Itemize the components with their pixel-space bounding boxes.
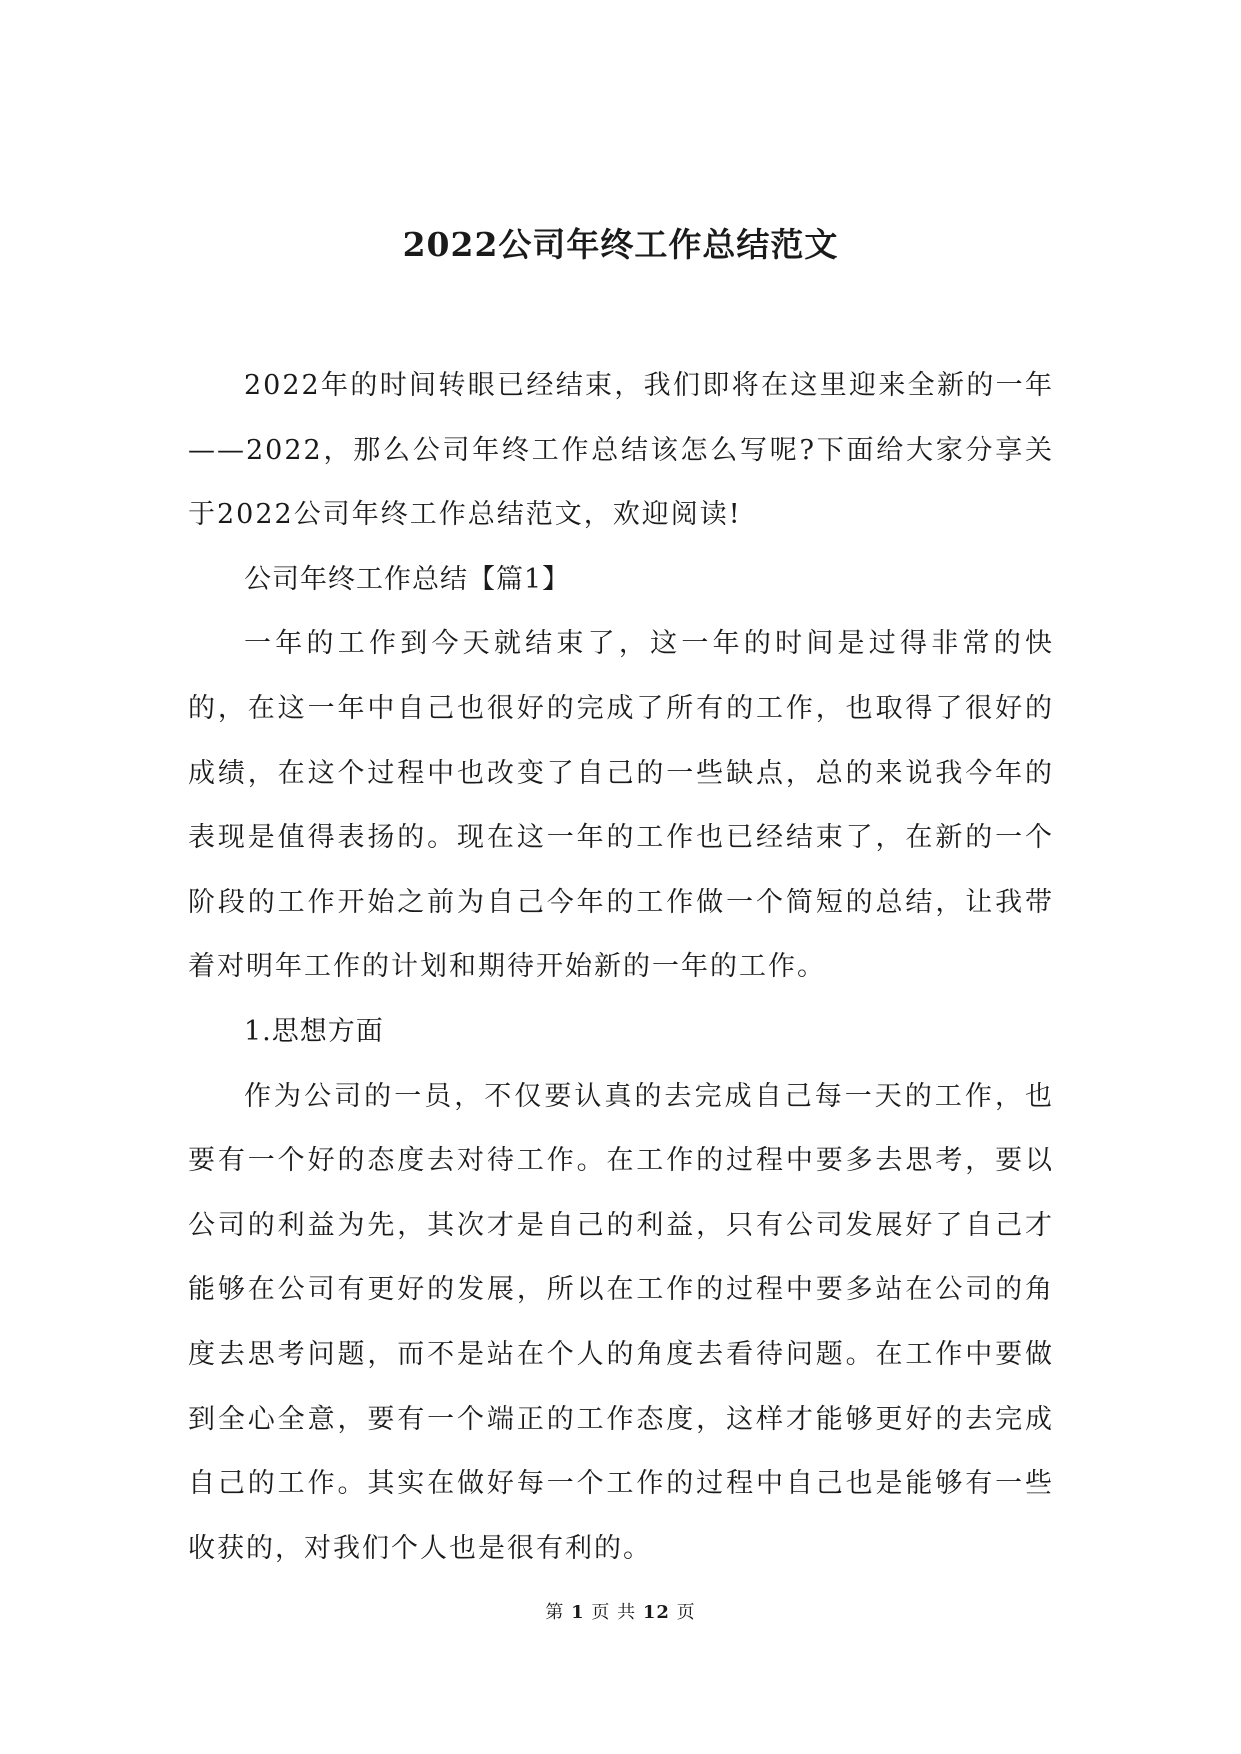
footer-prefix: 第 — [545, 1602, 565, 1623]
intro-paragraph: 2022年的时间转眼已经结束，我们即将在这里迎来全新的一年——2022，那么公司年终工作总结该怎么写呢?下面给大家分享关于2022公司年终工作总结范文，欢迎阅读! — [188, 370, 1054, 531]
total-pages-number: 12 — [642, 1602, 670, 1623]
page-footer — [0, 1600, 1241, 1626]
section-heading-part-1: 公司年终工作总结【篇1】 — [244, 563, 571, 595]
footer-middle: 页 共 — [591, 1602, 637, 1623]
current-page-number: 1 — [571, 1602, 585, 1623]
body-paragraph: 一年的工作到今天就结束了，这一年的时间是过得非常的快的，在这一年中自己也很好的完成了所有的工作，也取得了很好的成绩，在这个过程中也改变了自己的一些缺点，总的来说我今年的表现是值得表扬的。现在这一年的工作也已经结束了，在新的一个阶段的工作开始之前为自己今年的工作做一个简短的总结，让我带着对明年工作的计划和期待开始新的一年的工作。 — [188, 628, 1054, 983]
subsection-heading-thinking: 1.思想方面 — [244, 1015, 384, 1047]
footer-suffix: 页 — [676, 1602, 696, 1623]
document-body — [188, 354, 1054, 1581]
document-title: 2022公司年终工作总结范文 — [402, 225, 839, 264]
body-paragraph: 作为公司的一员，不仅要认真的去完成自己每一天的工作，也要有一个好的态度去对待工作。在工作的过程中要多去思考，要以公司的利益为先，其次才是自己的利益，只有公司发展好了自己才能够在公司有更好的发展，所以在工作的过程中要多站在公司的角度去思考问题，而不是站在个人的角度去看待问题。在工作中要做到全心全意，要有一个端正的工作态度，这样才能够更好的去完成自己的工作。其实在做好每一个工作的过程中自己也是能够有一些收获的，对我们个人也是很有利的。 — [188, 1080, 1054, 1564]
